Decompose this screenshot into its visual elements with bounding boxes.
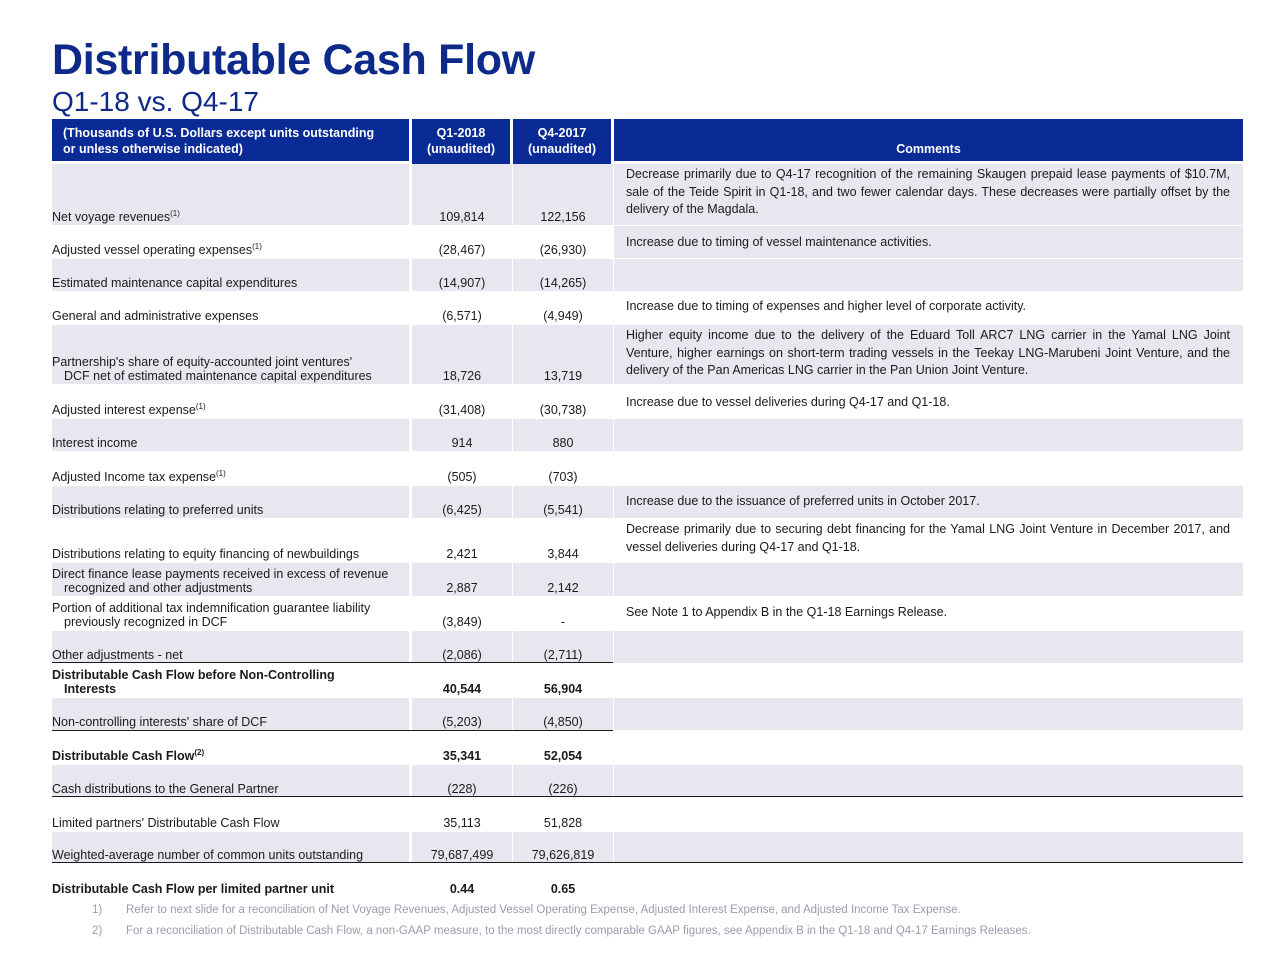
row-shade — [614, 631, 1243, 663]
value-q4-2017: (226) — [548, 782, 578, 796]
row-label-text: Adjusted vessel operating expenses$^{(1)}$ — [52, 242, 262, 257]
row-label-text: Non-controlling interests' share of DCF — [52, 715, 267, 729]
value-q4-2017: (4,850) — [543, 715, 583, 729]
value-q4-2017: 880 — [552, 436, 574, 450]
footnote-marker: (1) — [170, 209, 180, 218]
row-label-text: Distributable Cash Flow before Non-Controlling — [52, 668, 335, 682]
row-comment: Higher equity income due to the delivery of the Eduard Toll ARC7 LNG carrier in the Yamal LNG Joint Venture, higher earnings on short-term trading vessels in the Teekay LNG-Marubeni Joint Venture, and the delivery of the Pan Americas LNG carrier in the Pan Union Joint Venture. — [626, 328, 1230, 377]
header-q4-2017 — [513, 119, 611, 168]
row-label — [52, 698, 409, 730]
row-label — [52, 385, 409, 418]
row-comment: Decrease primarily due to Q4-17 recognition of the remaining Skaugen prepaid lease payments of $10.7M, sale of the Teide Spirit in Q1-18, and two fewer calendar days. These decreases were partially offset by the delivery of the Magdala. — [626, 167, 1230, 216]
footnote-marker: (1) — [195, 402, 206, 411]
footnote-marker: (1) — [252, 242, 262, 251]
row-label-text: Adjusted Income tax expense$^{(1)}$ — [52, 469, 226, 484]
row-shade — [614, 765, 1243, 797]
footnote-number: 2) — [92, 925, 103, 937]
row-divider — [52, 796, 1243, 797]
value-q1-2018: (6,425) — [442, 503, 482, 517]
footnote-number: 1) — [92, 904, 103, 916]
header-q1-2018 — [412, 119, 510, 168]
footnote — [92, 904, 961, 916]
row-label — [52, 164, 409, 225]
value-q1-2018: (31,408) — [438, 403, 486, 417]
row-shade — [614, 419, 1243, 451]
value-q4-2017: 13,719 — [543, 369, 583, 383]
row-shade — [614, 698, 1243, 730]
page-subtitle: Q1-18 vs. Q4-17 — [52, 86, 259, 117]
row-label-text: Distributions relating to preferred units — [52, 503, 264, 517]
row-label — [52, 664, 409, 697]
row-shade — [614, 259, 1243, 291]
row-label-text: Portion of additional tax indemnification guarantee liability — [52, 601, 371, 615]
footnote-text: Refer to next slide for a reconciliation of Net Voyage Revenues, Adjusted Vessel Operating Expense, Adjusted Interest Expense, and Adjusted Income Tax Expense. — [126, 904, 961, 916]
row-label-text-cont: previously recognized in DCF — [64, 615, 228, 629]
value-q1-2018: (14,907) — [438, 276, 486, 290]
value-q4-2017: 51,828 — [543, 816, 583, 830]
row-comment: Increase due to timing of vessel maintenance activities. — [626, 235, 932, 249]
value-q4-2017: (5,541) — [543, 503, 583, 517]
value-q1-2018: 35,341 — [442, 749, 482, 763]
value-q1-2018: (28,467) — [438, 243, 486, 257]
row-comment: Increase due to vessel deliveries during Q4-17 and Q1-18. — [626, 395, 950, 409]
value-q1-2018: (6,571) — [442, 309, 482, 323]
row-label — [52, 325, 409, 384]
row-label-text: Distributable Cash Flow$^{(2)}$ — [52, 748, 205, 763]
row-label-text-cont: recognized and other adjustments — [64, 581, 253, 595]
row-label — [52, 452, 409, 485]
value-q4-2017: 122,156 — [540, 210, 586, 224]
row-label-text: Other adjustments - net — [52, 648, 183, 662]
row-divider — [52, 730, 613, 731]
row-label-text: Distributions relating to equity financing of newbuildings — [52, 547, 360, 561]
value-q4-2017: (26,930) — [539, 243, 587, 257]
row-label — [52, 563, 409, 596]
value-q1-2018: 914 — [451, 436, 473, 450]
row-label-text: Adjusted interest expense$^{(1)}$ — [52, 402, 206, 417]
value-q4-2017: 3,844 — [547, 547, 579, 561]
row-label-text-cont: DCF net of estimated maintenance capital expenditures — [64, 369, 372, 383]
value-q1-2018: 109,814 — [439, 210, 485, 224]
row-shade — [614, 563, 1243, 596]
value-q4-2017: (703) — [548, 470, 578, 484]
value-q4-2017: (30,738) — [539, 403, 587, 417]
row-label-text: Interest income — [52, 436, 138, 450]
footnote — [92, 925, 1031, 937]
header-q4-label: Q4-2017 — [537, 126, 587, 140]
row-label — [52, 259, 409, 291]
row-comment: See Note 1 to Appendix B in the Q1-18 Earnings Release. — [626, 605, 948, 619]
row-comment: Decrease primarily due to securing debt financing for the Yamal LNG Joint Venture in December 2017, and vessel deliveries during Q4-17 and Q1-18. — [626, 522, 1230, 554]
value-q4-2017: (14,265) — [539, 276, 587, 290]
footnote-marker: (2) — [194, 748, 205, 757]
value-q4-2017: (4,949) — [543, 309, 583, 323]
value-q4-2017: 52,054 — [543, 749, 583, 763]
page-title: Distributable Cash Flow — [52, 36, 535, 84]
row-label — [52, 864, 409, 897]
value-q1-2018: 0.44 — [449, 882, 475, 896]
header-comments: Comments — [614, 119, 1243, 161]
value-q4-2017: 0.65 — [550, 882, 576, 896]
row-label — [52, 798, 409, 831]
row-label — [52, 419, 409, 451]
value-q4-2017: 79,626,819 — [531, 848, 595, 862]
value-q1-2018: (5,203) — [442, 715, 482, 729]
value-q4-2017: 56,904 — [543, 682, 583, 696]
footnote-marker: (1) — [216, 469, 226, 478]
row-label-text-cont: Interests — [64, 682, 117, 696]
row-label — [52, 731, 409, 764]
row-label-text: Distributable Cash Flow per limited partner unit — [52, 882, 334, 896]
value-q1-2018: (505) — [447, 470, 477, 484]
row-divider — [52, 862, 1243, 863]
row-label — [52, 832, 409, 863]
row-divider — [52, 662, 613, 663]
header-q1-label: Q1-2018 — [436, 126, 486, 140]
value-q1-2018: 2,421 — [446, 547, 478, 561]
header-description — [52, 119, 409, 161]
value-q1-2018: 35,113 — [443, 816, 481, 830]
row-label-text: Cash distributions to the General Partner — [52, 782, 279, 796]
row-label — [52, 519, 409, 562]
row-label — [52, 597, 409, 630]
header-q4-note: (unaudited) — [527, 141, 597, 156]
header-q1-note: (unaudited) — [426, 141, 496, 156]
row-label-text: Net voyage revenues$^{(1)}$ — [52, 209, 180, 224]
value-q1-2018: (3,849) — [442, 615, 482, 629]
row-shade — [614, 832, 1243, 863]
header-desc-line2: or unless otherwise indicated) — [63, 141, 243, 156]
row-label — [52, 486, 409, 518]
row-label — [52, 226, 409, 258]
value-q1-2018: 79,687,499 — [430, 848, 494, 862]
row-label-text: Weighted-average number of common units outstanding — [52, 848, 364, 862]
value-q4-2017: - — [560, 615, 566, 629]
value-q1-2018: (228) — [447, 782, 477, 796]
row-comment: Increase due to timing of expenses and higher level of corporate activity. — [626, 299, 1026, 313]
value-q4-2017: 2,142 — [547, 581, 579, 595]
header-desc-line1: (Thousands of U.S. Dollars except units outstanding — [63, 126, 375, 140]
row-label — [52, 765, 409, 797]
row-label-text: Limited partners' Distributable Cash Flow — [52, 816, 280, 830]
row-label-text: Partnership's share of equity-accounted joint ventures' — [52, 355, 353, 369]
row-comment: Increase due to the issuance of preferred units in October 2017. — [626, 494, 980, 508]
row-label — [52, 292, 409, 324]
row-label-text: Estimated maintenance capital expenditures — [52, 276, 298, 290]
row-label-text: Direct finance lease payments received in excess of revenue — [52, 567, 389, 581]
value-q4-2017: (2,711) — [543, 648, 583, 662]
value-q1-2018: 40,544 — [442, 682, 482, 696]
row-label — [52, 631, 409, 663]
value-q1-2018: (2,086) — [442, 648, 482, 662]
value-q1-2018: 2,887 — [446, 581, 478, 595]
footnote-text: For a reconciliation of Distributable Cash Flow, a non-GAAP measure, to the most directly comparable GAAP figures, see Appendix B in the Q1-18 and Q4-17 Earnings Releases. — [126, 925, 1031, 937]
row-label-text: General and administrative expenses — [52, 309, 259, 323]
value-q1-2018: 18,726 — [442, 369, 482, 383]
